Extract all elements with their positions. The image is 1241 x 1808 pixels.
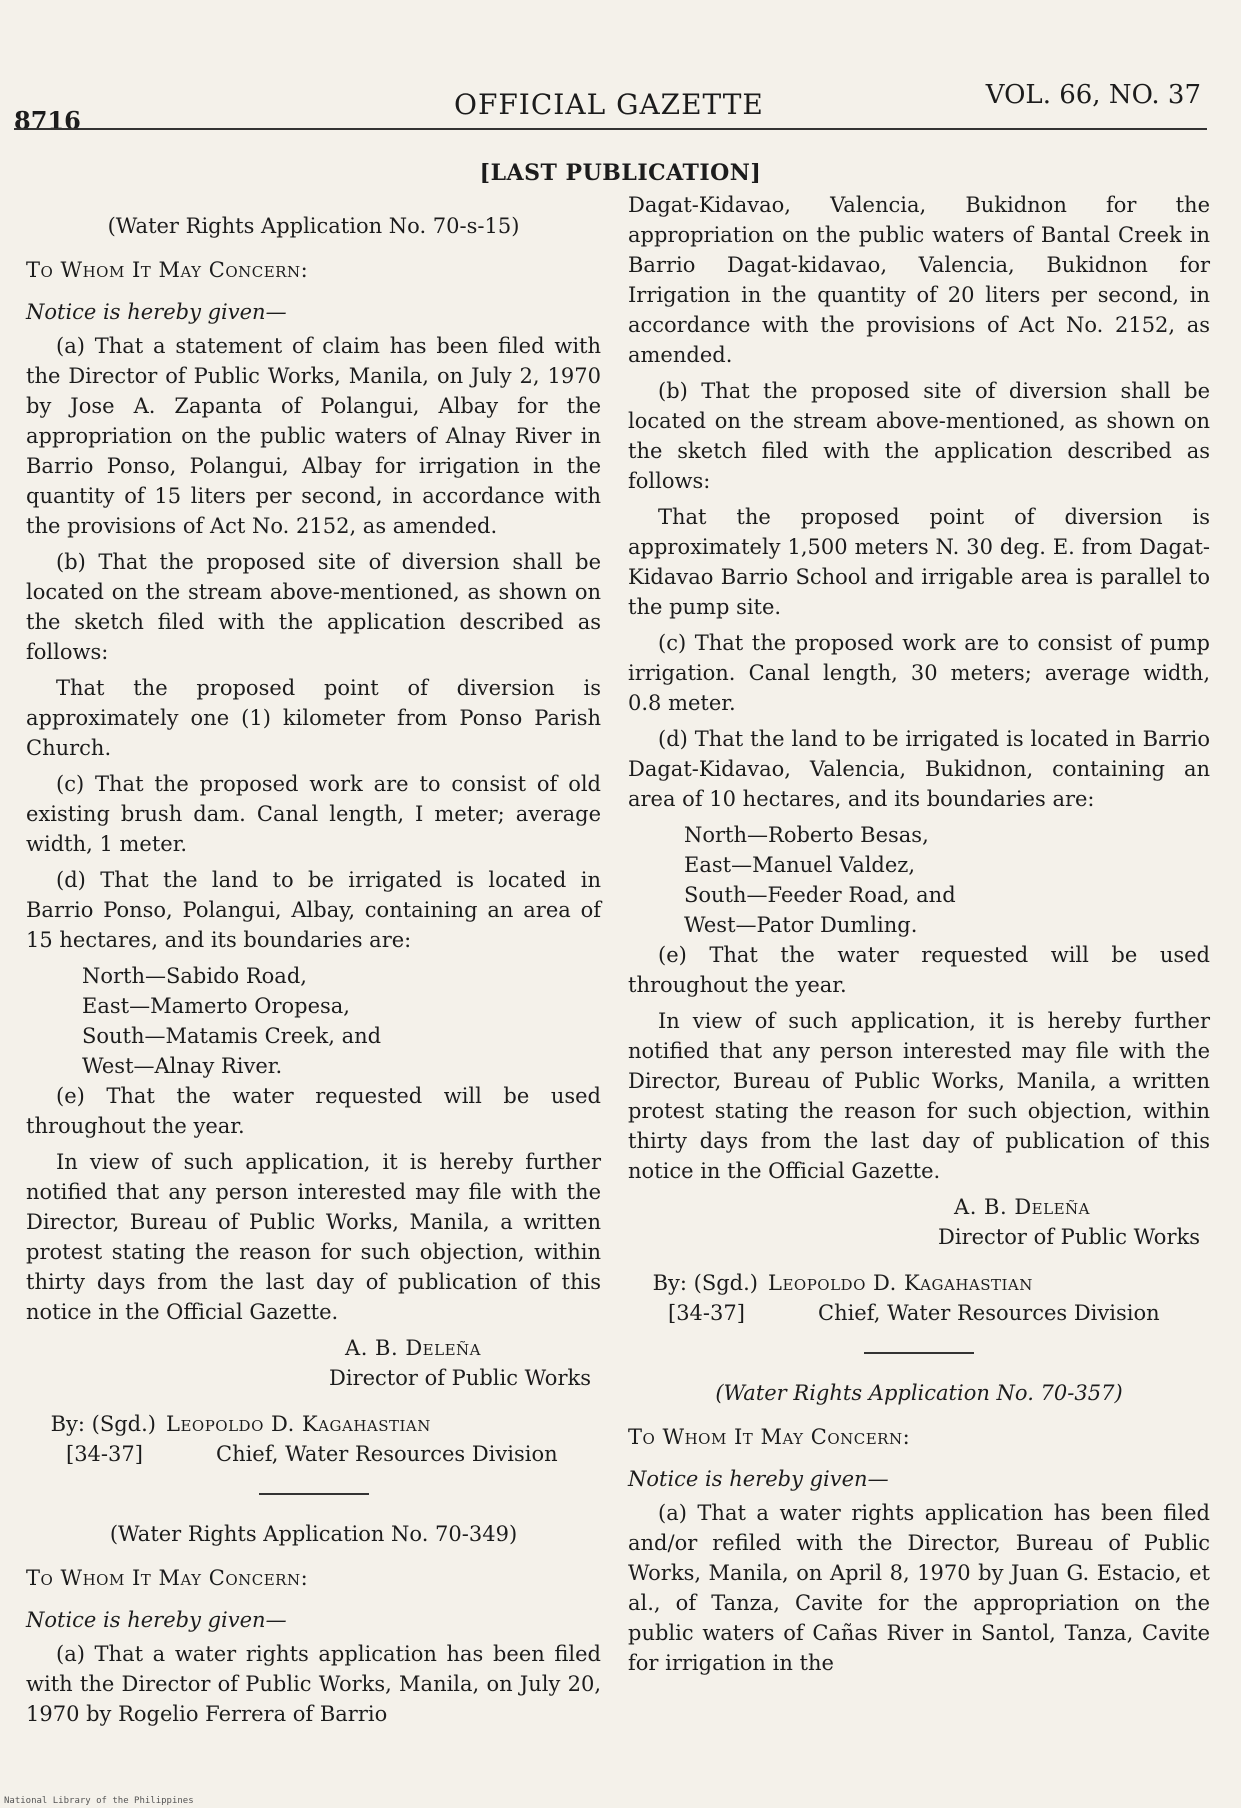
- signed-by-row: [26, 1409, 601, 1439]
- paragraph-b-detail: That the proposed point of diversion is approximately one (1) kilometer from Ponso Parish Church.: [26, 676, 601, 760]
- notice-heading: Notice is hereby given—: [628, 1467, 889, 1491]
- boundary-line: East—Mamerto Oropesa,: [82, 994, 350, 1018]
- boundary-line: North—Sabido Road,: [82, 964, 307, 988]
- paragraph-a: (a) That a water rights application has been filed and/or refiled with the Director, Bureau of Public Works, Manila, on April 8, 1970 by Juan G. Estacio, et al., of Tanza, Cavite for the appropriation on the public waters of Cañas River in Santol, Tanza, Cavite for irrigation in the: [628, 1501, 1210, 1675]
- signed-by-name: Leopoldo D. Kagahastian: [768, 1271, 1033, 1295]
- gazette-title: OFFICIAL GAZETTE: [454, 88, 764, 121]
- left-column: [26, 205, 601, 1735]
- salutation: To Whom It May Concern:: [26, 1566, 309, 1590]
- signed-by-label: By: (Sgd.): [50, 1412, 156, 1436]
- paragraph-a: (a) That a water rights application has been filed with the Director of Public Works, Manila, on July 20, 1970 by Rogelio Ferrera of Barrio: [26, 1642, 601, 1726]
- application-title: (Water Rights Application No. 70-s-15): [107, 214, 520, 238]
- paragraph-b-detail: That the proposed point of diversion is approximately 1,500 meters N. 30 deg. E. from Dagat-Kidavao Barrio School and irrigable area is parallel to the pump site.: [628, 505, 1210, 619]
- header-rule: [14, 128, 1207, 130]
- paragraph-a: (a) That a statement of claim has been filed with the Director of Public Works, Manila, on July 2, 1970 by Jose A. Zapanta of Polangui, Albay for the appropriation on the public waters of Alnay River in Barrio Ponso, Polangui, Albay for irrigation in the quantity of 15 liters per second, in accordance with the provisions of Act No. 2152, as amended.: [26, 334, 601, 538]
- volume-number: VOL. 66, NO. 37: [985, 80, 1201, 110]
- boundary-line: West—Alnay River.: [82, 1054, 283, 1078]
- boundary-line: West—Pator Dumling.: [684, 913, 918, 937]
- signatory-name: A. B. Deleña: [954, 1195, 1090, 1219]
- paragraph-e: (e) That the water requested will be used throughout the year.: [628, 943, 1210, 997]
- scan-footer: National Library of the Philippines: [4, 1796, 194, 1806]
- signed-by-label: By: (Sgd.): [652, 1271, 758, 1295]
- signed-by-row: [628, 1268, 1210, 1298]
- paragraph-b: (b) That the proposed site of diversion shall be located on the stream above-mentioned, as shown on the sketch filed with the application described as follows:: [628, 379, 1210, 493]
- salutation: To Whom It May Concern:: [26, 258, 309, 282]
- division-title: Chief, Water Resources Division: [818, 1301, 1160, 1325]
- paragraph-c: (c) That the proposed work are to consist of old existing brush dam. Canal length, I meter; average width, 1 meter.: [26, 772, 601, 856]
- section-divider: [864, 1352, 974, 1354]
- protest-paragraph: In view of such application, it is hereby further notified that any person interested may file with the Director, Bureau of Public Works, Manila, a written protest stating the reason for such objection, within thirty days from the last day of publication of this notice in the Official Gazette.: [628, 1009, 1210, 1183]
- publication-reference: [34-37]: [668, 1301, 745, 1325]
- boundary-line: North—Roberto Besas,: [684, 823, 929, 847]
- publication-reference: [34-37]: [66, 1442, 143, 1466]
- signatory-name: A. B. Deleña: [345, 1336, 481, 1360]
- signed-by-name: Leopoldo D. Kagahastian: [166, 1412, 431, 1436]
- protest-paragraph: In view of such application, it is hereby further notified that any person interested may file with the Director, Bureau of Public Works, Manila, a written protest stating the reason for such objection, within thirty days from the last day of publication of this notice in the Official Gazette.: [26, 1150, 601, 1324]
- paragraph-b: (b) That the proposed site of diversion shall be located on the stream above-mentioned, as shown on the sketch filed with the application described as follows:: [26, 550, 601, 664]
- section-divider: [259, 1493, 369, 1495]
- application-title: (Water Rights Application No. 70-357): [715, 1381, 1123, 1405]
- signatory-title: Director of Public Works: [938, 1225, 1200, 1249]
- reference-row: [628, 1298, 1210, 1328]
- boundary-line: East—Manuel Valdez,: [684, 853, 916, 877]
- paragraph-a-continued: Dagat-Kidavao, Valencia, Bukidnon for the appropriation on the public waters of Bantal Creek in Barrio Dagat-kidavao, Valencia, Bukidnon for Irrigation in the quantity of 20 liters per second, in accordance with the provisions of Act No. 2152, as amended.: [628, 193, 1210, 367]
- division-title: Chief, Water Resources Division: [216, 1442, 558, 1466]
- reference-row: [26, 1439, 601, 1469]
- application-title: (Water Rights Application No. 70-349): [109, 1522, 518, 1546]
- paragraph-d: (d) That the land to be irrigated is located in Barrio Ponso, Polangui, Albay, containing an area of 15 hectares, and its boundaries are:: [26, 868, 601, 952]
- salutation: To Whom It May Concern:: [628, 1425, 911, 1449]
- paragraph-d: (d) That the land to be irrigated is located in Barrio Dagat-Kidavao, Valencia, Bukidnon, containing an area of 10 hectares, and its boundaries are:: [628, 727, 1210, 811]
- paragraph-c: (c) That the proposed work are to consist of pump irrigation. Canal length, 30 meters; average width, 0.8 meter.: [628, 631, 1210, 715]
- paragraph-e: (e) That the water requested will be used throughout the year.: [26, 1084, 601, 1138]
- last-publication-banner: [LAST PUBLICATION]: [479, 160, 762, 186]
- boundary-line: South—Feeder Road, and: [684, 883, 956, 907]
- notice-heading: Notice is hereby given—: [26, 1608, 287, 1632]
- right-column: [628, 190, 1210, 1684]
- page-header: [14, 78, 1207, 134]
- boundary-line: South—Matamis Creek, and: [82, 1024, 382, 1048]
- page-number: 8716: [14, 106, 81, 135]
- signatory-title: Director of Public Works: [329, 1366, 591, 1390]
- notice-heading: Notice is hereby given—: [26, 300, 287, 324]
